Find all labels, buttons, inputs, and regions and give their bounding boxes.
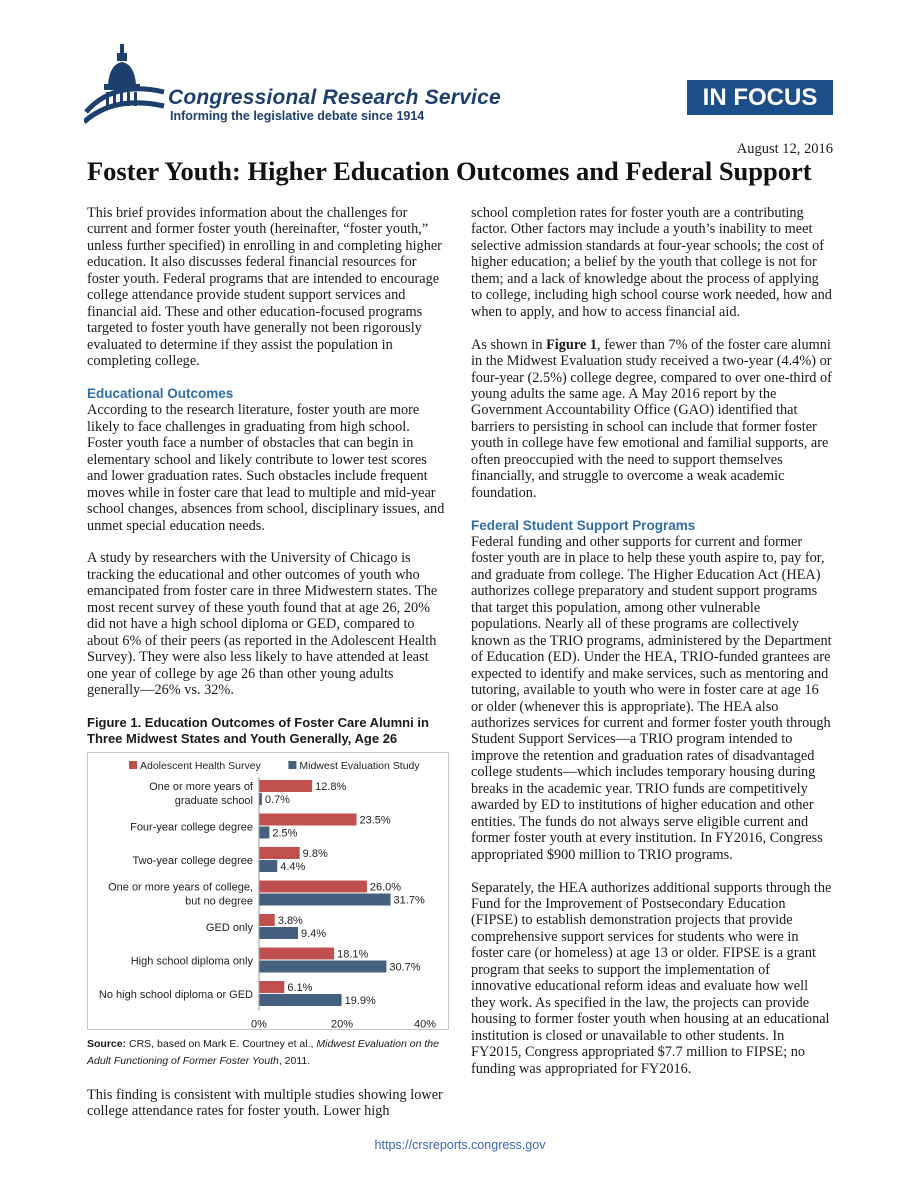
bar (259, 880, 367, 892)
footer-link[interactable]: https://crsreports.congress.gov (374, 1138, 546, 1152)
legend-label: Midwest Evaluation Study (299, 759, 420, 772)
category-label: GED only (205, 921, 253, 934)
right-column (471, 205, 833, 1093)
outcomes-paragraph-1: According to the research literature, foster youth are more likely to face challenges in graduating from high school. Foster youth face a number of obstacles that can begin in elementary school and likely contribute to lower test scores and lower graduation rates. Such obstacles include frequent moves while in foster care that lead to multiple and mid-year school changes, absences from school, disciplinary issues, and unmet special education needs. (87, 402, 445, 534)
right-paragraph-3: Federal funding and other supports for current and former foster youth are in place to help these youth aspire to, pay for, and graduate from college. The Higher Education Act (HEA) authorizes college preparatory and student support programs that target this population, among other vulnerable populations. Nearly all of these programs are collectively known as the TRIO programs, administered by the Department of Education (ED). Under the HEA, TRIO-funded grantees are expected to identify and make services, such as mentoring and tutoring, available to youth who were in foster care at age 16 or older (whenever this is appropriate). The HEA also authorizes services for current and former foster youth through Student Support Services—a TRIO program intended to improve the retention and graduation rates of disadvantaged college students—which includes temporary housing during breaks in the academic year. TRIO funds are competitively awarded by ED to institutions of higher education and other entities. The funds do not always serve eligible current and former foster youth at every institution. In FY2016, Congress appropriated $900 million to TRIO programs. (471, 534, 832, 863)
data-label: 9.4% (301, 927, 327, 940)
source-label: Source: (87, 1037, 127, 1050)
organization-name: Congressional Research Service (168, 86, 501, 109)
right-paragraph-2 (471, 337, 833, 502)
outcomes-paragraph-2: A study by researchers with the University of Chicago is tracking the educational and other outcomes of youth who emancipated from foster care in three Midwestern states. The most recent survey of these youth found that at age 26, 20% did not have a high school diploma or GED, compared to about 6% of their peers (as reported in the Adolescent Health Survey). They were also less likely to have attended at least one year of college by age 26 than other young adults generally—26% vs. 32%. (87, 550, 438, 699)
legend-swatch (129, 761, 137, 769)
figure-ref-post: , fewer than 7% of the foster care alumni in the Midwest Evaluation study received a two-year (4.4%) or four-year (2.5%) college degree, compared to over one-third of young adults the same age. A May 2016 report by the Government Accountability Office (GAO) identified that barriers to persisting in school can include that former foster youth in college have few emotional and familial supports, are often preoccupied with the need to support themselves financially, and struggle to overcome a weak academic foundation. (471, 336, 832, 501)
source-year: , 2011. (278, 1054, 311, 1067)
section-heading-federal-support: Federal Student Support Programs (471, 517, 696, 533)
after-figure-paragraph: This finding is consistent with multiple studies showing lower college attendance rates for foster youth. Lower high (87, 1086, 443, 1120)
category-label: graduate school (174, 794, 253, 807)
bar (259, 994, 342, 1006)
bar-chart (87, 752, 449, 1030)
in-focus-badge: IN FOCUS (687, 80, 833, 115)
figure-1-chart (87, 752, 449, 1030)
figure-caption: Figure 1. Education Outcomes of Foster Care Alumni in Three Midwest States and Youth Generally, Age 26 (87, 715, 429, 747)
data-label: 31.7% (393, 894, 425, 907)
bar (259, 860, 277, 872)
report-title: Foster Youth: Higher Education Outcomes and Federal Support (87, 156, 812, 186)
left-column (87, 205, 449, 1136)
data-label: 19.9% (344, 994, 376, 1007)
figure-source (87, 1036, 449, 1070)
category-label: Two-year college degree (132, 854, 253, 867)
x-tick-label: 40% (413, 1018, 437, 1030)
category-label: Four-year college degree (130, 821, 253, 834)
right-paragraph-1: school completion rates for foster youth are a contributing factor. Other factors may include a youth’s inability to meet selective admission standards at four-year schools; the cost of higher education; a belief by the youth that college is not for them; and a lack of knowledge about the process of applying to college, including high school course work needed, how and when to apply, and how to access financial aid. (471, 205, 832, 320)
category-label: No high school diploma or GED (98, 988, 253, 1001)
category-label: One or more years of college, (108, 881, 253, 894)
data-label: 4.4% (280, 860, 306, 873)
category-label: but no degree (185, 895, 253, 908)
data-label: 23.5% (359, 814, 391, 827)
report-date: August 12, 2016 (736, 141, 833, 157)
source-title: Midwest Evaluation on the Adult Functioning of Former Foster Youth (87, 1037, 439, 1067)
data-label: 18.1% (337, 948, 369, 961)
section-heading-educational-outcomes: Educational Outcomes (87, 385, 234, 401)
figure-ref-pre: As shown in (471, 336, 547, 353)
report-header (0, 0, 920, 140)
data-label: 0.7% (264, 793, 290, 806)
x-tick-label: 20% (330, 1018, 354, 1030)
bar (259, 914, 275, 926)
data-label: 12.8% (315, 780, 347, 793)
bar (259, 927, 298, 939)
data-label: 26.0% (369, 881, 402, 894)
bar (259, 960, 386, 972)
data-label: 6.1% (287, 981, 313, 994)
bar (259, 947, 334, 959)
bar (259, 893, 391, 905)
source-text: CRS, based on Mark E. Courtney et al., (126, 1037, 317, 1050)
category-label: One or more years of (149, 780, 253, 793)
data-label: 3.8% (277, 914, 303, 927)
bar (259, 813, 357, 825)
bar (259, 780, 312, 792)
bar (259, 826, 269, 838)
legend-label: Adolescent Health Survey (140, 759, 261, 772)
category-label: High school diploma only (130, 955, 253, 968)
organization-tagline: Informing the legislative debate since 1914 (170, 109, 425, 123)
legend-swatch (288, 761, 296, 769)
x-tick-label: 0% (251, 1018, 267, 1030)
figure-1-reference[interactable]: Figure 1 (546, 336, 598, 353)
data-label: 2.5% (272, 827, 298, 840)
data-label: 30.7% (389, 961, 421, 974)
right-paragraph-4: Separately, the HEA authorizes additional supports through the Fund for the Improvement of Postsecondary Education (FIPSE) to establish demonstration projects that provide comprehensive support services for students who were in foster care (or homeless) at age 13 or older. FIPSE is a grant program that seeks to support the implementation of innovative educational reform ideas and evaluate how well they work. As specified in the law, the projects can provide housing to former foster youth when housing at an educational institution is closed or unavailable to other students. In FY2015, Congress appropriated $7.7 million to FIPSE; no funding was appropriated for FY2016. (471, 879, 832, 1077)
bar (259, 981, 284, 993)
intro-paragraph: This brief provides information about the challenges for current and former foster youth (hereinafter, “foster youth,” unless further specified) in enrolling in and completing higher education. It also discusses federal financial resources for foster youth. Federal programs that are intended to encourage college attendance provide student support services and financial aid. These and other education-focused programs targeted to foster youth have generally not been rigorously evaluated to determine if they assist the population in completing college. (87, 205, 442, 370)
capitol-dome-icon (84, 40, 166, 130)
data-label: 9.8% (302, 847, 328, 860)
bar (259, 847, 300, 859)
